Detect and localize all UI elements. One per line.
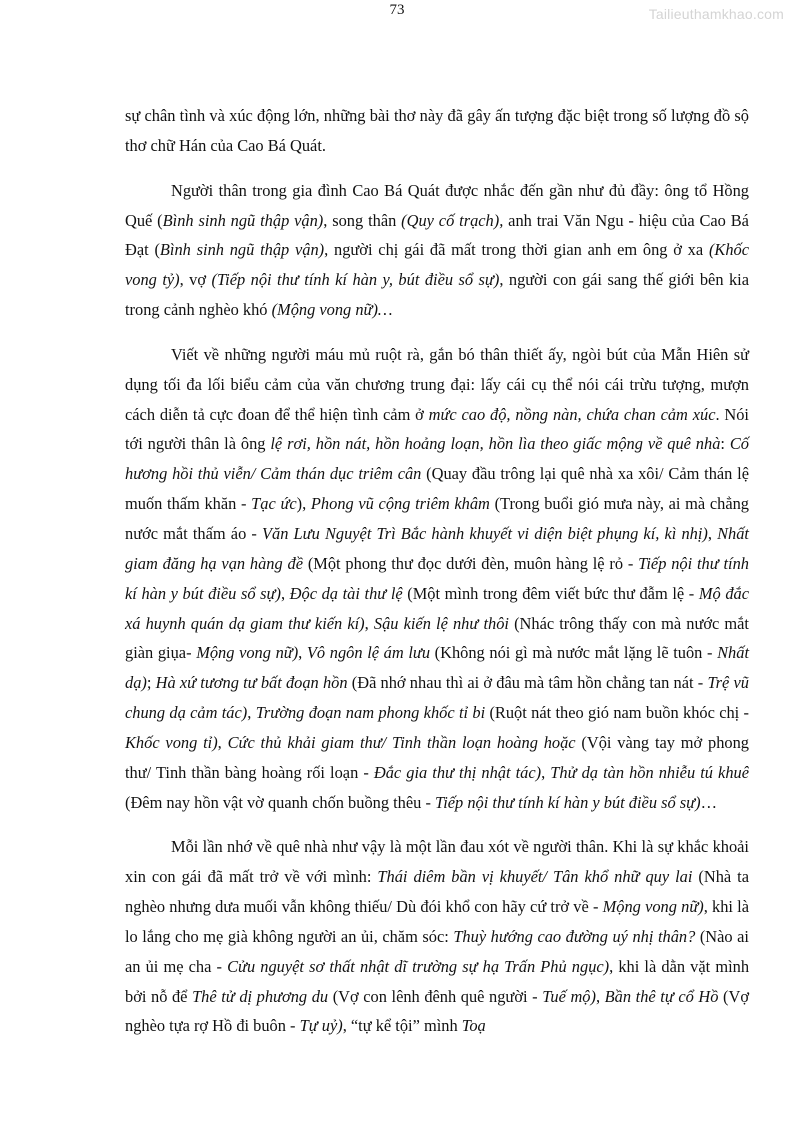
document-body <box>125 101 749 1041</box>
text-run: . Nói tới người thân là ông <box>125 404 749 454</box>
text-run: (Ruột nát theo gió nam buồn khóc chị - <box>485 703 750 723</box>
text-run: (Nhà ta nghèo nhưng dưa muối vẫn không thiếu/ Dù đói khổ con hãy cứ trở về - <box>125 867 749 917</box>
text-run: , <box>247 703 256 723</box>
paragraph <box>125 101 749 161</box>
text-run: (Vợ nghèo tựa rợ Hồ đi buôn - <box>125 986 750 1036</box>
italic-citation: Khốc vong tỉ) <box>125 732 218 752</box>
text-run: … <box>700 792 717 812</box>
italic-citation: Đắc gia thư thị nhật tác) <box>373 762 542 782</box>
text-run: , “tự kể tội” mình <box>342 1016 462 1036</box>
text-run: , <box>595 986 605 1006</box>
italic-citation: mức cao độ, nồng nàn, chứa chan cảm xúc <box>428 404 716 424</box>
italic-citation: (Mộng vong nữ)… <box>271 300 393 320</box>
text-run: (Vội vàng tay mở phong thư/ Tinh thần bàng hoàng rối loạn - <box>125 732 749 782</box>
italic-citation: Tuế mộ) <box>542 986 596 1006</box>
italic-citation: Cố hương hồi thủ viễn/ Cảm thán dục triêm cân <box>125 434 749 484</box>
text-run: (Đã nhớ nhau thì ai ở đâu mà tâm hồn chẳng tan nát - <box>347 673 708 693</box>
watermark: Tailieuthamkhao.com <box>648 6 784 22</box>
text-run: ), <box>296 494 311 514</box>
text-run: (Đêm nay hồn vật vờ quanh chốn buồng thêu - <box>125 792 436 812</box>
italic-citation: Cức thủ khải giam thư/ Tinh thần loạn hoàng hoặc <box>227 732 576 752</box>
italic-citation: Bình sinh ngũ thập vận) <box>159 240 325 260</box>
italic-citation: Tiếp nội thư tính kí hàn y bút điều sổ sự) <box>435 792 701 812</box>
italic-citation: Hà xứ tương tư bất đoạn hồn <box>155 673 348 693</box>
italic-citation: Văn Lưu Nguyệt Trì Bắc hành khuyết vi diện biệt phụng kí, kì nhị) <box>262 523 708 543</box>
paragraph <box>125 340 749 818</box>
text-run: Người thân trong gia đình Cao Bá Quát được nhắc đến gần như đủ đầy: ông tổ Hồng Quế ( <box>125 180 749 230</box>
italic-citation: Mộ đắc xá huynh quán dạ giam thư kiến kí) <box>125 583 749 633</box>
text-run: , vợ <box>179 270 212 290</box>
text-run: (Một mình trong đêm viết bức thư đẫm lệ - <box>402 583 699 603</box>
italic-citation: Thái diêm bần vị khuyết/ Tân khổ nhữ quy lai <box>377 867 693 887</box>
paragraph <box>125 176 749 325</box>
text-run: (Vợ con lênh đênh quê người - <box>328 986 543 1006</box>
text-run: : <box>720 434 730 454</box>
italic-citation: Thử dạ tàn hồn nhiễu tú khuê <box>550 762 749 782</box>
text-run: (Không nói gì mà nước mắt lặng lẽ tuôn - <box>430 643 718 663</box>
italic-citation: Tạc ức <box>251 494 297 514</box>
text-run: , khi là lo lắng cho mẹ già không người an ủi, chăm sóc: <box>125 897 750 946</box>
italic-citation: (Tiếp nội thư tính kí hàn y, bút điều sổ sự) <box>211 270 500 290</box>
text-run: , <box>280 583 290 603</box>
text-run: (Một phong thư đọc dưới đèn, muôn hàng lệ rỏ - <box>303 553 639 573</box>
text-run: , <box>364 613 374 633</box>
italic-citation: Độc dạ tài thư lệ <box>289 583 403 603</box>
italic-citation: Bình sinh ngũ thập vận) <box>162 210 324 230</box>
text-run: , <box>298 643 307 663</box>
italic-citation: Phong vũ cộng triêm khâm <box>310 494 490 514</box>
italic-citation: Sậu kiến lệ như thôi <box>373 613 509 633</box>
text-run: (Trong buổi gió mưa này, ai mà chẳng nước mắt thấm áo - <box>125 494 749 543</box>
italic-citation: (Khốc vong tỷ) <box>125 240 749 290</box>
italic-citation: Trệ vũ chung dạ cảm tác) <box>125 673 749 723</box>
italic-citation: lệ rơi, hồn nát, hồn hoảng loạn, hồn lìa theo giấc mộng về quê nhà <box>270 434 721 454</box>
italic-citation: Nhất giam đăng hạ vạn hàng đề <box>125 523 749 573</box>
paragraph <box>125 832 749 1041</box>
text-run: , <box>541 762 551 782</box>
text-run: , người con gái sang thế giới bên kia trong cảnh nghèo khó <box>125 270 750 320</box>
text-run: ; <box>146 673 156 693</box>
text-run: Mỗi lần nhớ về quê nhà như vậy là một lần đau xót về người thân. Khi là sự khắc khoải xin con gái đã mất trở về với mình: <box>125 837 749 887</box>
text-run: , khi là dằn vặt mình bởi nỗ để <box>125 956 750 1006</box>
italic-citation: Vô ngôn lệ ám lưu <box>306 643 431 663</box>
text-run: (Nào ai an ủi mẹ cha - <box>125 926 749 976</box>
italic-citation: Toạ <box>461 1016 486 1036</box>
italic-citation: Tiếp nội thư tính kí hàn y bút điều sổ sự) <box>125 553 749 603</box>
text-run: , <box>707 523 718 543</box>
italic-citation: Mộng vong nữ) <box>602 897 704 917</box>
italic-citation: Nhất dạ) <box>125 643 750 693</box>
italic-citation: (Quy cố trạch), <box>401 210 504 230</box>
text-run: , người chị gái đã mất trong thời gian anh em ông ở xa <box>324 240 709 260</box>
text-run: , song thân <box>323 210 402 230</box>
italic-citation: Tự uỷ) <box>299 1016 343 1036</box>
italic-citation: Bần thê tự cổ Hồ <box>604 986 719 1006</box>
italic-citation: Mộng vong nữ) <box>196 643 299 663</box>
italic-citation: Cửu nguyệt sơ thất nhật dĩ trường sự hạ Trấn Phủ ngục) <box>227 956 610 976</box>
italic-citation: Thuỳ hướng cao đường uý nhị thân? <box>453 926 696 946</box>
italic-citation: Thê tử dị phương du <box>192 986 329 1006</box>
text-run: (Nhác trông thấy con mà nước mắt giàn giụa- <box>125 613 749 663</box>
text-run: sự chân tình và xúc động lớn, những bài thơ này đã gây ấn tượng đặc biệt trong số lượng đồ sộ thơ chữ Hán của Cao Bá Quát. <box>125 106 749 155</box>
page-number: 73 <box>389 2 405 18</box>
italic-citation: Trường đoạn nam phong khốc tỉ bi <box>255 703 486 723</box>
text-run: (Quay đầu trông lại quê nhà xa xôi/ Cảm thán lệ muốn thấm khăn - <box>125 464 749 514</box>
text-run: , <box>217 732 228 752</box>
text-run: Viết về những người máu mủ ruột rà, gắn bó thân thiết ấy, ngòi bút của Mẫn Hiên sử dụng tối đa lối biểu cảm của văn chương trung đại: lấy cái cụ thể nói cái trừu tượng, mượn cách diễn tả cực đoan để thể hiện tình cảm ở <box>125 344 749 424</box>
text-run: anh trai Văn Ngu - hiệu của Cao Bá Đạt ( <box>125 210 749 260</box>
